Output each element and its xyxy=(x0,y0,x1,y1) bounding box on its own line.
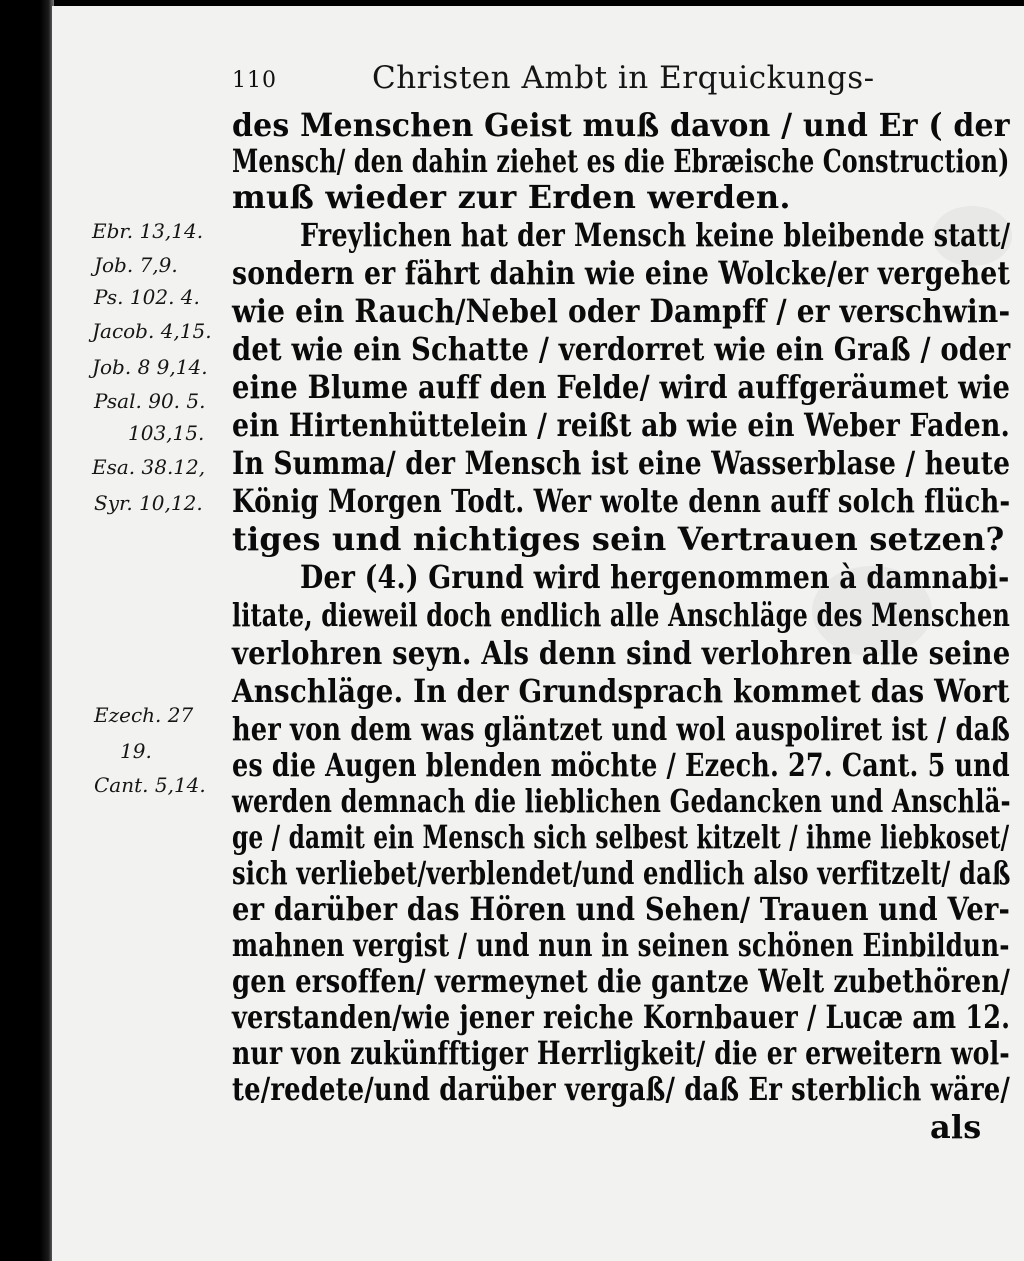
margin-note: Cant. 5,14. xyxy=(94,773,206,797)
text-line: eine Blume auff den Felde/ wird auffgeräumet wie xyxy=(232,368,1011,406)
text-line: muß wieder zur Erden werden. xyxy=(232,178,791,216)
text-line: ge / damit ein Mensch sich selbest kitzelt / ihme liebkoset/ xyxy=(232,818,1010,856)
text-line: sondern er fährt dahin wie eine Wolcke/er vergehet xyxy=(232,254,1010,292)
text-line: verstanden/wie jener reiche Kornbauer / Lucæ am 12. xyxy=(232,998,1011,1036)
margin-note: Job. 8 9,14. xyxy=(92,355,208,379)
text-line: verlohren seyn. Als denn sind verlohren alle seine xyxy=(232,634,1011,672)
text-line: sich verliebet/verblendet/und endlich also verfitzelt/ daß xyxy=(232,854,1011,892)
catchword: als xyxy=(930,1108,982,1146)
text-line: es die Augen blenden möchte / Ezech. 27. Cant. 5 und xyxy=(232,746,1010,784)
text-line: In Summa/ der Mensch ist eine Wasserblase / heute xyxy=(232,444,1011,482)
text-line: Anschläge. In der Grundsprach kommet das Wort xyxy=(232,672,1010,710)
text-line: werden demnach die lieblichen Gedancken und Anschlä- xyxy=(232,782,1011,820)
text-line: ein Hirtenhüttelein / reißt ab wie ein Weber Faden. xyxy=(232,406,1010,444)
text-line: her von dem was gläntzet und wol auspoliret ist / daß xyxy=(232,710,1010,748)
margin-note: Ebr. 13,14. xyxy=(92,219,204,243)
margin-note: Jacob. 4,15. xyxy=(92,319,212,343)
text-line: wie ein Rauch/Nebel oder Dampff / er verschwin- xyxy=(232,292,1011,330)
margin-note: Ezech. 27 xyxy=(94,703,194,727)
text-line: Der (4.) Grund wird hergenommen à damnabi- xyxy=(300,558,1010,596)
text-line: des Menschen Geist muß davon / und Er ( der xyxy=(232,106,1010,144)
margin-note: Esa. 38.12, xyxy=(92,455,206,479)
text-line: mahnen vergist / und nun in seinen schönen Einbildun- xyxy=(232,926,1010,964)
text-line: nur von zukünfftiger Herrligkeit/ die er erweitern wol- xyxy=(232,1034,1010,1072)
margin-note: Job. 7,9. xyxy=(94,253,178,277)
margin-note: Ps. 102. 4. xyxy=(94,285,200,309)
text-line: König Morgen Todt. Wer wolte denn auff solch flüch- xyxy=(232,482,1011,520)
text-line: det wie ein Schatte / verdorret wie ein Graß / oder xyxy=(232,330,1011,368)
text-line: Freylichen hat der Mensch keine bleibende statt/ xyxy=(300,216,1011,254)
text-line: er darüber das Hören und Sehen/ Trauen und Ver- xyxy=(232,890,1011,928)
margin-note: 103,15. xyxy=(128,421,205,445)
margin-note: 19. xyxy=(120,739,152,763)
text-line: te/redete/und darüber vergaß/ daß Er sterblich wäre/ xyxy=(232,1070,1010,1108)
text-line: gen ersoffen/ vermeynet die gantze Welt zubethören/ xyxy=(232,962,1010,1000)
text-line: tiges und nichtiges sein Vertrauen setzen? xyxy=(232,520,1005,558)
running-head: Christen Ambt in Erquickungs- xyxy=(372,60,875,96)
page-number: 110 xyxy=(232,68,277,93)
text-line: litate, dieweil doch endlich alle Anschläge des Menschen xyxy=(232,596,1011,634)
margin-note: Syr. 10,12. xyxy=(94,491,203,515)
margin-note: Psal. 90. 5. xyxy=(94,389,206,413)
text-line: Mensch/ den dahin ziehet es die Ebræische Construction) xyxy=(232,142,1010,180)
